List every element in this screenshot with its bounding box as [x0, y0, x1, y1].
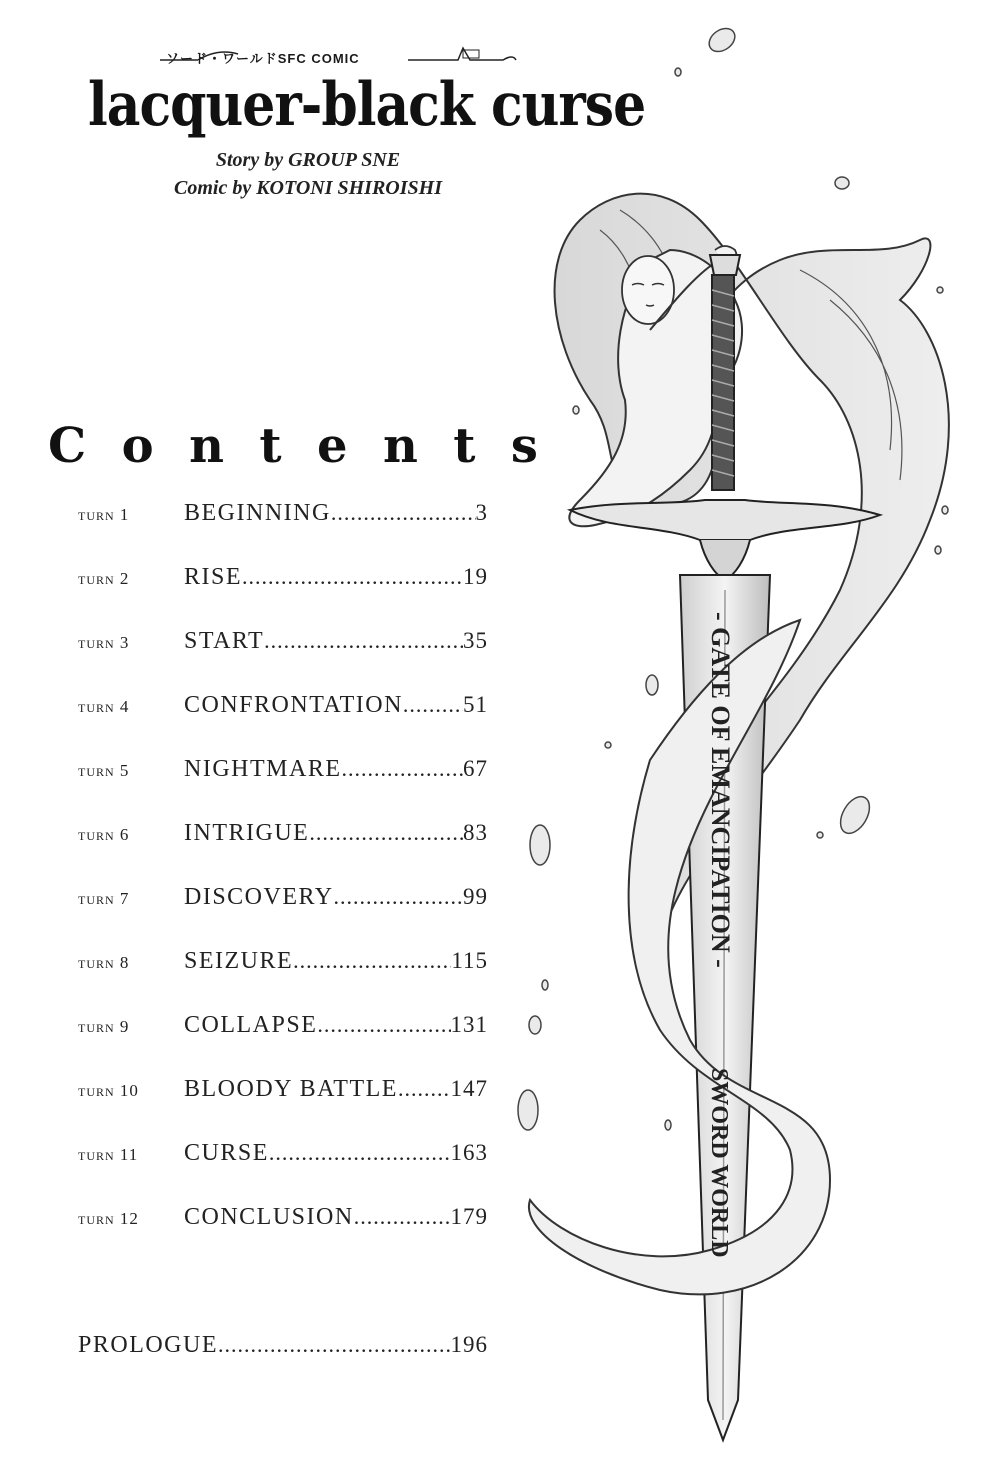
toc-leader-dots: [334, 884, 463, 910]
toc-page-number: 99: [463, 884, 488, 909]
toc-turn-label: turn 3: [78, 633, 130, 652]
toc-turn-label: turn 11: [78, 1145, 139, 1164]
toc-entry-turn-6[interactable]: [78, 820, 488, 860]
toc-page-number: 147: [450, 1076, 488, 1101]
toc-turn-label: turn 6: [78, 825, 130, 844]
toc-entry-turn-11[interactable]: [78, 1140, 488, 1180]
contents-letter: t: [453, 418, 476, 474]
toc-page-number: 67: [463, 756, 488, 781]
toc-leader-dots: [317, 1012, 450, 1038]
banner-upper-text: - GATE OF EMANCIPATION -: [706, 612, 735, 968]
toc-chapter-name: SEIZURE: [184, 948, 294, 974]
toc-page-number: 19: [463, 564, 488, 589]
toc-entry-turn-1[interactable]: [78, 500, 488, 540]
toc-leader-dots: [269, 1140, 451, 1166]
series-label: ソード・ワールドSFC COMIC: [166, 51, 360, 66]
toc-leader-dots: [242, 564, 463, 590]
banner-lower-text: SWORD WORLD: [706, 1068, 732, 1258]
toc-page-number: 196: [450, 1332, 488, 1357]
comic-credit: Comic by KOTONI SHIROISHI: [173, 177, 442, 199]
toc-entry-turn-12[interactable]: [78, 1204, 488, 1244]
toc-turn-label: turn 12: [78, 1209, 139, 1228]
toc-chapter-name: PROLOGUE: [78, 1332, 219, 1358]
toc-chapter-name: INTRIGUE: [184, 820, 310, 846]
toc-leader-dots: [331, 500, 476, 526]
toc-entry-turn-10[interactable]: [78, 1076, 488, 1116]
toc-leader-dots: [354, 1204, 451, 1230]
toc-entry-turn-9[interactable]: [78, 1012, 488, 1052]
toc-leader-dots: [342, 756, 464, 782]
toc-turn-label: turn 2: [78, 569, 130, 588]
toc-turn-label: turn 7: [78, 889, 130, 908]
toc-entry-turn-4[interactable]: [78, 692, 488, 732]
toc-chapter-name: DISCOVERY: [184, 884, 334, 910]
contents-letter: C: [48, 418, 87, 474]
toc-turn-label: turn 1: [78, 505, 130, 524]
contents-letter: n: [382, 418, 418, 474]
toc-turn-label: turn 10: [78, 1081, 139, 1100]
toc-leader-dots: [264, 628, 463, 654]
contents-letter: o: [121, 418, 154, 474]
toc-page-number: 163: [450, 1140, 488, 1165]
toc-page-number: 83: [463, 820, 488, 845]
toc-entry-turn-7[interactable]: [78, 884, 488, 924]
toc-leader-dots: [403, 692, 463, 718]
toc-chapter-name: RISE: [184, 564, 243, 590]
toc-chapter-name: START: [184, 628, 265, 654]
toc-chapter-name: COLLAPSE: [184, 1012, 318, 1038]
toc-turn-label: turn 8: [78, 953, 130, 972]
toc-page-number: 179: [450, 1204, 488, 1229]
toc-leader-dots: [309, 820, 463, 846]
toc-entry-turn-5[interactable]: [78, 756, 488, 796]
book-title: lacquer-black curse: [88, 70, 646, 141]
contents-heading: [48, 418, 538, 474]
contents-letter: e: [316, 418, 348, 474]
toc-turn-label: turn 5: [78, 761, 130, 780]
toc-turn-label: turn 9: [78, 1017, 130, 1036]
toc-page-number: 51: [463, 692, 488, 717]
contents-letter: s: [510, 418, 538, 474]
contents-letter: n: [189, 418, 224, 474]
contents-letter: t: [259, 418, 282, 474]
toc-chapter-name: CONCLUSION: [184, 1204, 354, 1230]
toc-leader-dots: [218, 1332, 450, 1358]
toc-leader-dots: [293, 948, 451, 974]
toc-turn-label: turn 4: [78, 697, 130, 716]
toc-entry-turn-8[interactable]: [78, 948, 488, 988]
toc-leader-dots: [398, 1076, 451, 1102]
toc-chapter-name: NIGHTMARE: [184, 756, 342, 782]
toc-page-number: 35: [463, 628, 488, 653]
toc-page-number: 3: [475, 500, 488, 525]
toc-entry-turn-3[interactable]: [78, 628, 488, 668]
toc-chapter-name: BEGINNING: [184, 500, 331, 526]
toc-chapter-name: CONFRONTATION: [184, 692, 403, 718]
toc-page-number: 115: [451, 948, 488, 973]
toc-entry-prologue[interactable]: [78, 1332, 488, 1359]
toc-page-number: 131: [450, 1012, 488, 1037]
sword-maiden-illustration: [500, 0, 1008, 1473]
toc-chapter-name: CURSE: [184, 1140, 269, 1166]
story-credit: Story by GROUP SNE: [215, 149, 401, 171]
toc-entry-turn-2[interactable]: [78, 564, 488, 604]
toc-chapter-name: BLOODY BATTLE: [184, 1076, 398, 1102]
credits: [148, 146, 468, 202]
